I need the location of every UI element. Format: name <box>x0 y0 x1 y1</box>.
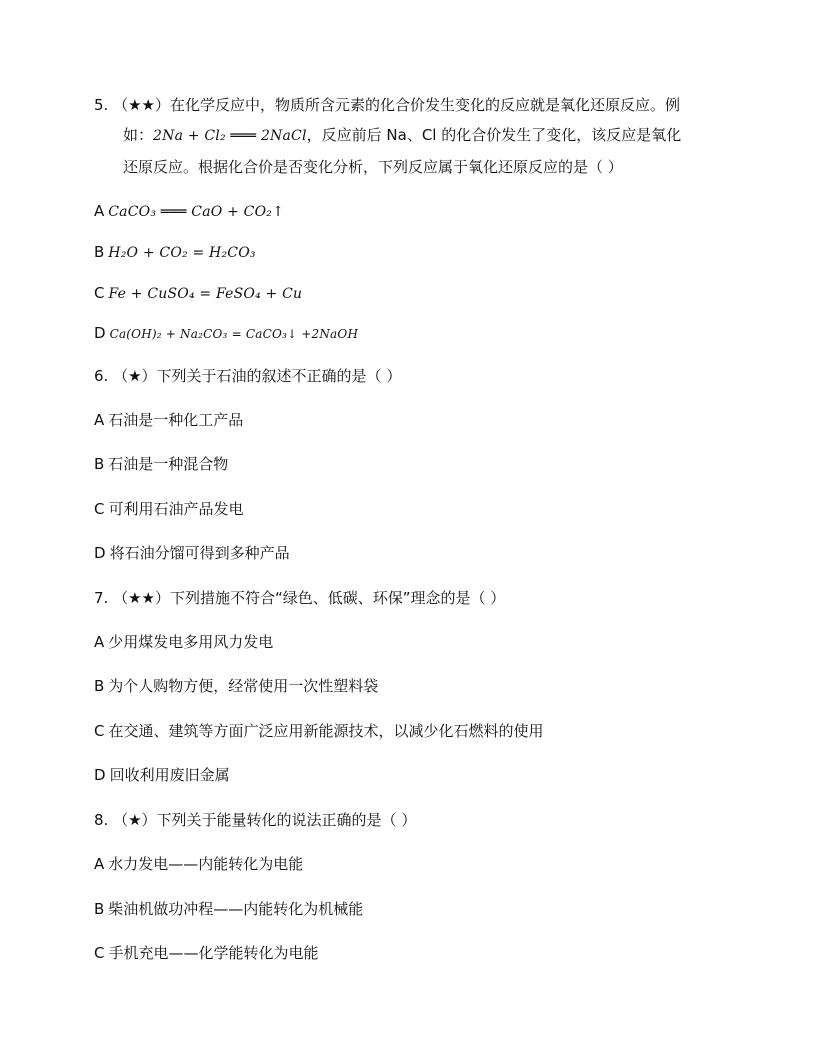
option-text: 石油是一种混合物 <box>108 455 229 473</box>
question-7-stem <box>94 588 776 608</box>
option-formula: Fe + CuSO₄ = FeSO₄ + Cu <box>108 286 303 302</box>
option-letter: C <box>94 722 105 740</box>
option-letter: B <box>94 677 105 695</box>
option-letter: D <box>94 544 106 562</box>
option-formula: CaCO₃ ═══ CaO + CO₂↑ <box>108 204 285 220</box>
option-letter: B <box>94 243 105 261</box>
question-8-stem <box>94 810 776 830</box>
question-5-number: 5. <box>94 96 109 114</box>
option-text: 为个人购物方便，经常使用一次性塑料袋 <box>108 677 379 695</box>
question-6-option-c <box>94 499 776 519</box>
question-6-text: 下列关于石油的叙述不正确的是（ ） <box>156 367 402 385</box>
option-formula: H₂O + CO₂ = H₂CO₃ <box>108 245 256 261</box>
question-5-option-b <box>94 242 776 263</box>
question-5-stem-line-1: 在化学反应中，物质所含元素的化合价发生变化的反应就是氧化还原反应。例 <box>170 96 681 114</box>
question-5-formula: 2Na + Cl₂ ═══ 2NaCl <box>153 128 307 144</box>
question-6-number: 6. <box>94 367 109 385</box>
question-8-stars: （★） <box>113 811 157 829</box>
question-8-option-b <box>94 899 776 919</box>
option-letter: A <box>94 633 105 651</box>
question-8-text: 下列关于能量转化的说法正确的是（ ） <box>156 811 417 829</box>
question-8-option-a <box>94 854 776 874</box>
question-5-line-3 <box>123 157 776 177</box>
question-7-option-a <box>94 632 776 652</box>
option-text: 少用煤发电多用风力发电 <box>108 633 274 651</box>
option-letter: B <box>94 455 105 473</box>
question-7-option-c <box>94 721 776 741</box>
question-8-option-c <box>94 943 776 963</box>
option-letter: C <box>94 284 105 302</box>
option-text: 在交通、建筑等方面广泛应用新能源技术，以减少化石燃料的使用 <box>108 722 544 740</box>
option-letter: A <box>94 855 105 873</box>
question-8-number: 8. <box>94 811 109 829</box>
option-text: 回收利用废旧金属 <box>109 766 230 784</box>
question-6-stars: （★） <box>113 367 157 385</box>
option-letter: A <box>94 411 105 429</box>
option-text: 石油是一种化工产品 <box>108 411 244 429</box>
question-5-line-1 <box>94 95 776 115</box>
question-7-option-d <box>94 765 776 785</box>
option-formula: Ca(OH)₂ + Na₂CO₃ = CaCO₃↓ +2NaOH <box>109 327 359 341</box>
option-letter: C <box>94 500 105 518</box>
question-5-option-d <box>94 323 776 344</box>
question-6-option-a <box>94 410 776 430</box>
option-text: 手机充电——化学能转化为电能 <box>108 944 319 962</box>
question-5-stem-line-3: 还原反应。根据化合价是否变化分析，下列反应属于氧化还原反应的是（ ） <box>123 158 623 176</box>
option-text: 水力发电——内能转化为电能 <box>108 855 304 873</box>
option-text: 可利用石油产品发电 <box>108 500 244 518</box>
question-6-option-d <box>94 543 776 563</box>
question-7-stars: （★★） <box>113 589 170 607</box>
option-letter: D <box>94 766 106 784</box>
question-5-line-2-suffix: ，反应前后 Na、Cl 的化合价发生了变化，该反应是氧化 <box>306 126 682 144</box>
question-5-option-c <box>94 283 776 304</box>
question-5-stars: （★★） <box>113 96 170 114</box>
question-7-text: 下列措施不符合“绿色、低碳、环保”理念的是（ ） <box>170 589 506 607</box>
question-6-stem <box>94 366 776 386</box>
option-letter: B <box>94 900 105 918</box>
question-7-option-b <box>94 676 776 696</box>
question-6-option-b <box>94 454 776 474</box>
question-5-line-2 <box>123 125 776 146</box>
option-letter: D <box>94 324 106 342</box>
question-5-line-2-prefix: 如： <box>123 126 154 144</box>
option-text: 柴油机做功冲程——内能转化为机械能 <box>108 900 364 918</box>
option-letter: C <box>94 944 105 962</box>
question-7-number: 7. <box>94 589 109 607</box>
option-letter: A <box>94 202 105 220</box>
option-text: 将石油分馏可得到多种产品 <box>109 544 290 562</box>
question-5-option-a <box>94 201 776 222</box>
